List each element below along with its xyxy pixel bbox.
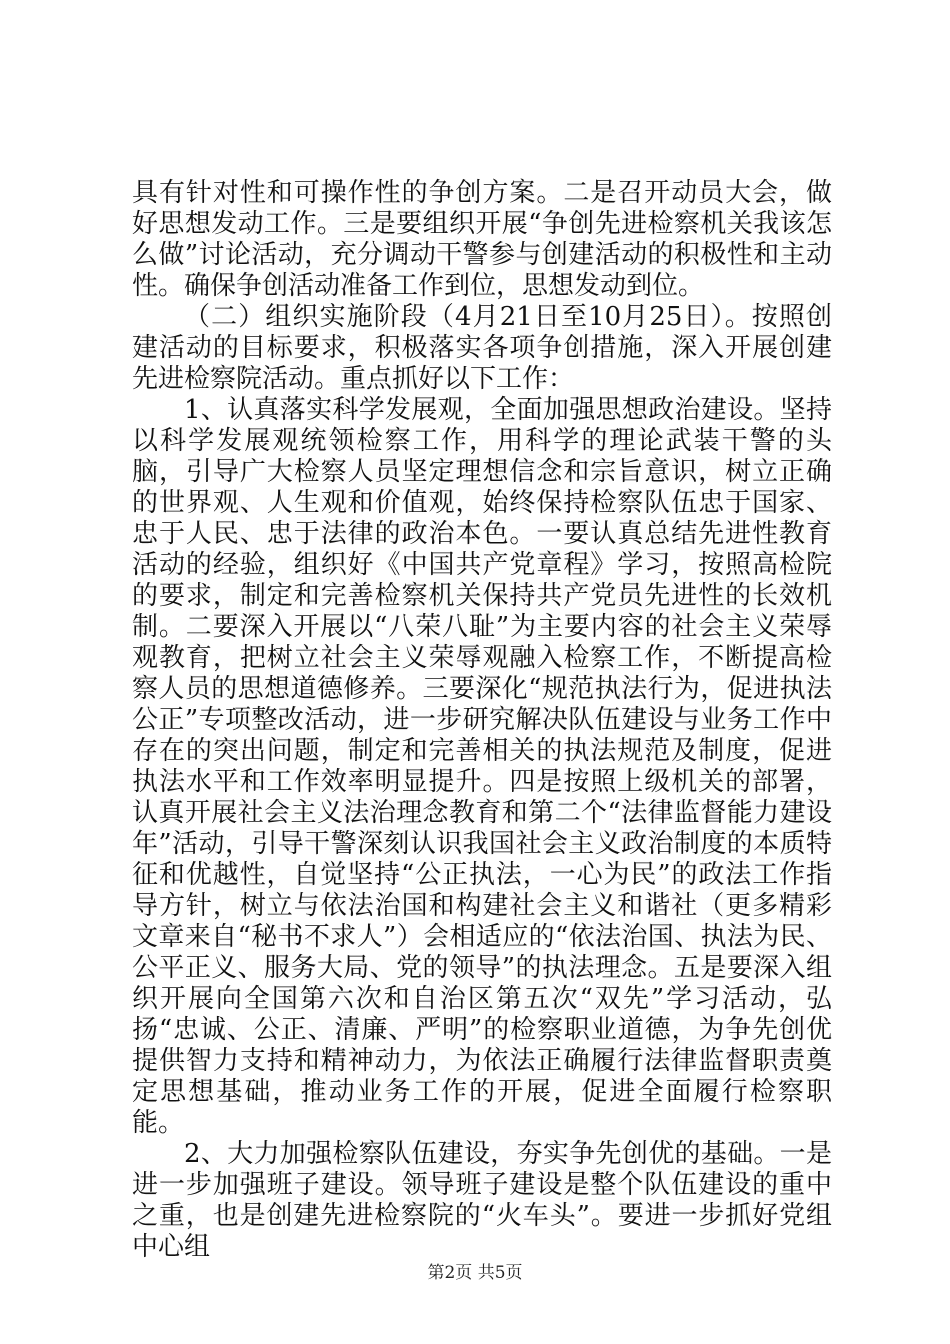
paragraph-item-one: 1、认真落实科学发展观，全面加强思想政治建设。坚持以科学发展观统领检察工作，用科学的理论武装干警的头脑，引导广大检察人员坚定理想信念和宗旨意识，树立正确的世界观、人生观和价值观，始终保持检察队伍忠于国家、忠于人民、忠于法律的政治本色。一要认真总结先进性教育活动的经验，组织好《中国共产党章程》学习，按照高检院的要求，制定和完善检察机关保持共产党员先进性的长效机制。二要深入开展以“八荣八耻”为主要内容的社会主义荣辱观教育，把树立社会主义荣辱观融入检察工作，不断提高检察人员的思想道德修养。三要深化“规范执法行为，促进执法公正”专项整改活动，进一步研究解决队伍建设与业务工作中存在的突出问题，制定和完善相关的执法规范及制度，促进执法水平和工作效率明显提升。四是按照上级机关的部署，认真开展社会主义法治理念教育和第二个“法律监督能力建设年”活动，引导干警深刻认识我国社会主义政治制度的本质特征和优越性，自觉坚持“公正执法，一心为民”的政法工作指导方针，树立与依法治国和构建社会主义和谐社（更多精彩文章来自“秘书不求人”）会相适应的“依法治国、执法为民、公平正义、服务大局、党的领导”的执法理念。五是要深入组织开展向全国第六次和自治区第五次“双先”学习活动，弘扬“忠诚、公正、清廉、严明”的检察职业道德，为争先创优提供智力支持和精神动力，为依法正确履行法律监督职责奠定思想基础，推动业务工作的开展，促进全面履行检察职能。: [132, 395, 832, 1138]
document-body: [132, 178, 832, 1263]
paragraph-stage-two: （二）组织实施阶段（4月21日至10月25日）。按照创建活动的目标要求，积极落实各项争创措施，深入开展创建先进检察院活动。重点抓好以下工作：: [132, 302, 832, 394]
paragraph-item-two: 2、大力加强检察队伍建设，夯实争先创优的基础。一是进一步加强班子建设。领导班子建设是整个队伍建设的重中之重，也是创建先进检察院的“火车头”。要进一步抓好党组中心组: [132, 1139, 832, 1262]
page-number-footer: 第2页 共5页: [427, 1263, 523, 1283]
paragraph-continuation: 具有针对性和可操作性的争创方案。二是召开动员大会，做好思想发动工作。三是要组织开展“争创先进检察机关我该怎么做”讨论活动，充分调动干警参与创建活动的积极性和主动性。确保争创活动准备工作到位，思想发动到位。: [132, 178, 832, 301]
